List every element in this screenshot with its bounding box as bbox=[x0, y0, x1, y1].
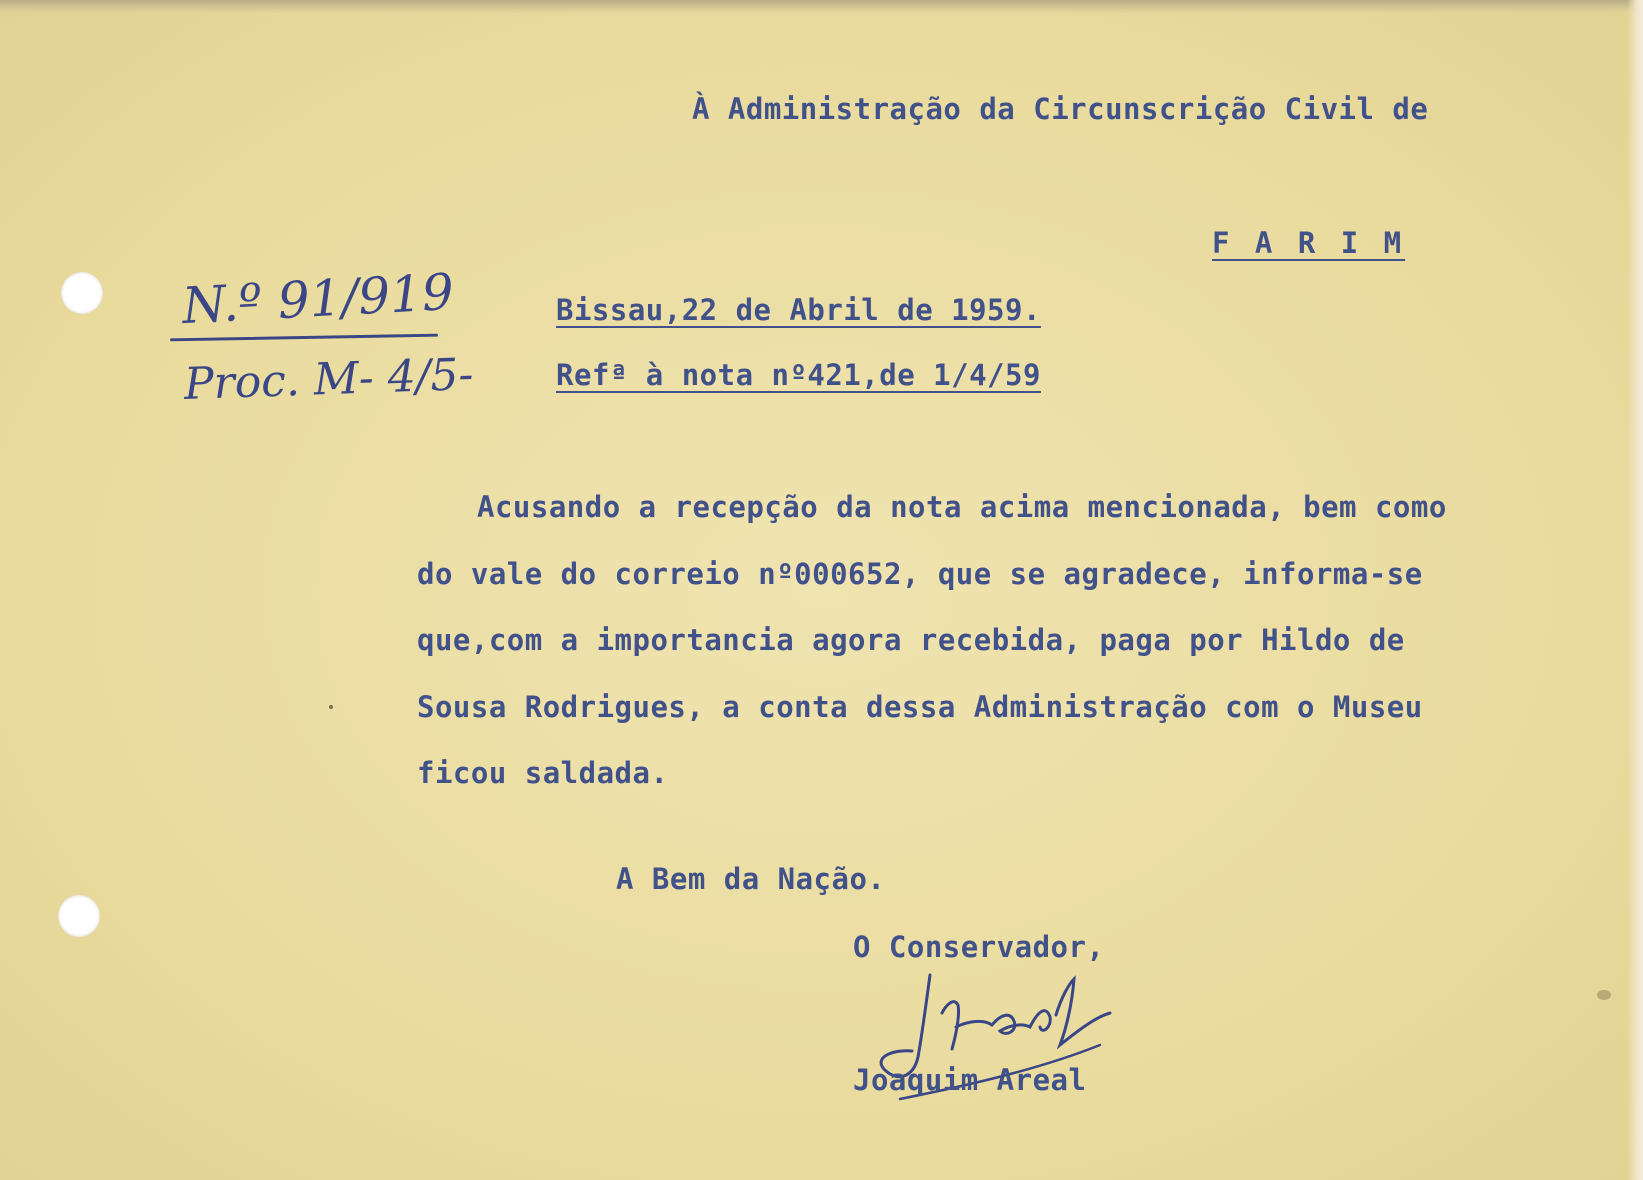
body-line-1: Acusando a recepção da nota acima mencionada, bem como bbox=[477, 490, 1447, 524]
handwritten-rule bbox=[170, 334, 438, 342]
punch-hole-bottom bbox=[58, 895, 100, 937]
paper-top-edge bbox=[0, 0, 1643, 14]
closing-title: O Conservador, bbox=[853, 930, 1105, 964]
body-line-3: que,com a importancia agora recebida, paga por Hildo de bbox=[417, 623, 1405, 657]
paper-speck bbox=[329, 705, 333, 709]
addressee-line: À Administração da Circunscrição Civil de bbox=[692, 92, 1429, 126]
paper-speck bbox=[1597, 990, 1611, 1000]
handwritten-number: N.º 91/919 bbox=[180, 262, 456, 336]
place-date: Bissau,22 de Abril de 1959. bbox=[556, 293, 1041, 327]
note-reference: Refª à nota nº421,de 1/4/59 bbox=[556, 358, 1041, 392]
addressee-place: F A R I M bbox=[1212, 226, 1406, 260]
punch-hole-top bbox=[61, 272, 103, 314]
body-line-4: Sousa Rodrigues, a conta dessa Administração com o Museu bbox=[417, 690, 1423, 724]
signatory-name: Joaquim Areal bbox=[853, 1063, 1087, 1097]
body-line-5: ficou saldada. bbox=[417, 756, 669, 790]
handwritten-process: Proc. M- 4/5- bbox=[183, 348, 475, 411]
body-line-2: do vale do correio nº000652, que se agradece, informa-se bbox=[417, 557, 1423, 591]
paper-right-edge bbox=[1627, 0, 1643, 1180]
closing-salutation: A Bem da Nação. bbox=[616, 862, 886, 896]
